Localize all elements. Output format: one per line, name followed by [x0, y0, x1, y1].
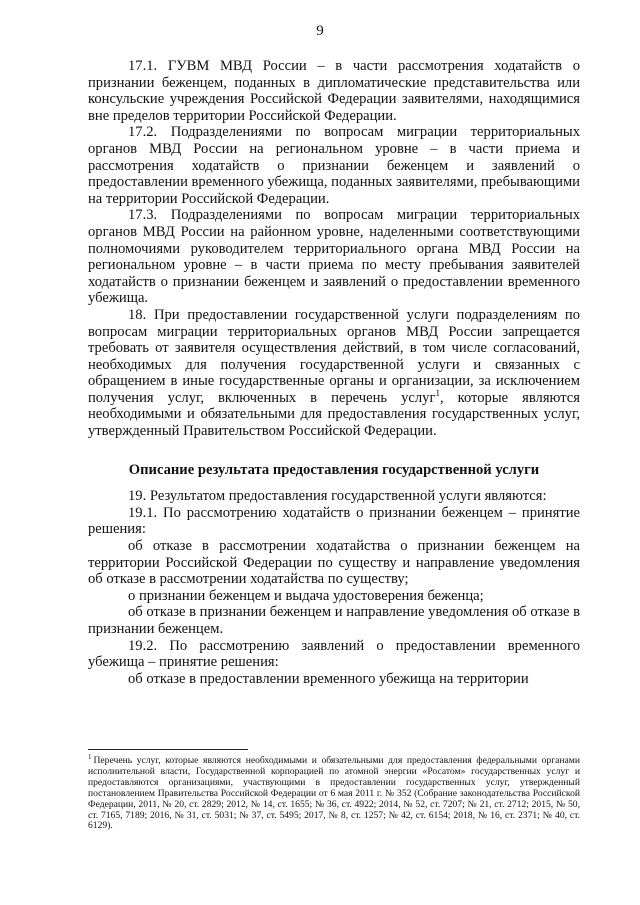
paragraph-18-text-start: 18. При предоставлении государственной услуги подразделениям по вопросам миграции территориальных органов МВД России запрещается требовать от заявителя осуществления действий, в том числе согласований, необходимых для получения государственной услуги и связанных с обращением в иные государственные органы и организации, за исключением получения услуг, включенных в перечень услуг — [88, 306, 580, 406]
section-heading: Описание результата предоставления государственной услуги — [128, 461, 540, 478]
footnote-mark: 1 — [88, 752, 92, 761]
footnote-text: Перечень услуг, которые являются необходимыми и обязательными для предоставления федеральными органами исполнительной власти, Государственной корпорацией по атомной энергии «Росатом» государственных услуг и предоставляются организациями, участвующими в предоставлении государственных услуг, утвержденный постановлением Правительства Российской Федерации от 6 мая 2011 г. № 352 (Собрание законодательства Российской Федерации, 2011, № 20, ст. 2829; 2012, № 14, ст. 1655; № 36, ст. 4922; 2014, № 52, ст. 7207; № 21, ст. 2712; 2015, № 50, ст. 7165, 7189; 2016, № 31, ст. 5031; № 37, ст. 5495; 2017, № 8, ст. 1257; № 42, ст. 6154; 2018, № 16, ст. 2371; № 40, ст. 6129). — [88, 755, 580, 832]
paragraph-17-1: 17.1. ГУВМ МВД России – в части рассмотрения ходатайств о признании беженцем, поданных в дипломатические представительства или консульские учреждения Российской Федерации заявителями, находящимися вне пределов территории Российской Федерации. — [88, 58, 580, 124]
paragraph-19-1-refusal-recognition: об отказе в признании беженцем и направление уведомления об отказе в признании беженцем. — [88, 604, 580, 637]
paragraph-19-1-refusal-consideration: об отказе в рассмотрении ходатайства о признании беженцем на территории Российской Федерации по существу и направление уведомления об отказе в рассмотрении ходатайства по существу; — [88, 538, 580, 588]
paragraph-18-text-end: , которые являются необходимыми и обязательными для предоставления государственных услуг, утвержденный Правительством Российской Федерации. — [88, 389, 580, 440]
paragraph-19-2: 19.2. По рассмотрению заявлений о предоставлении временного убежища – принятие решения: — [88, 637, 580, 671]
paragraph-19-1-recognition: о признании беженцем и выдача удостоверения беженца; — [128, 587, 484, 604]
paragraph-17-3: 17.3. Подразделениями по вопросам миграции территориальных органов МВД России на районном уровне, наделенными соответствующими полномочиями руководителем территориального органа МВД России на региональном уровне – в части приема по месту пребывания заявителей ходатайств о признании беженцем и заявлений о предоставлении временного убежища. — [88, 207, 580, 307]
paragraph-19-2-refusal-asylum: об отказе в предоставлении временного убежища на территории — [128, 670, 529, 687]
paragraph-18 — [88, 307, 580, 440]
paragraph-19-1: 19.1. По рассмотрению ходатайств о признании беженцем – принятие решения: — [88, 504, 580, 538]
footnote-reference[interactable]: 1 — [435, 388, 440, 399]
page-number: 9 — [316, 23, 324, 39]
paragraph-17-2: 17.2. Подразделениями по вопросам миграции территориальных органов МВД России на региональном уровне – в части приема и рассмотрения ходатайств о признании беженцем и заявлений о предоставлении временного убежища, поданных заявителями, пребывающими на территории Российской Федерации. — [88, 124, 580, 207]
paragraph-19: 19. Результатом предоставления государственной услуги являются: — [128, 488, 547, 505]
footnote — [88, 752, 580, 832]
body-text — [88, 58, 580, 687]
footnote-separator — [88, 749, 248, 750]
